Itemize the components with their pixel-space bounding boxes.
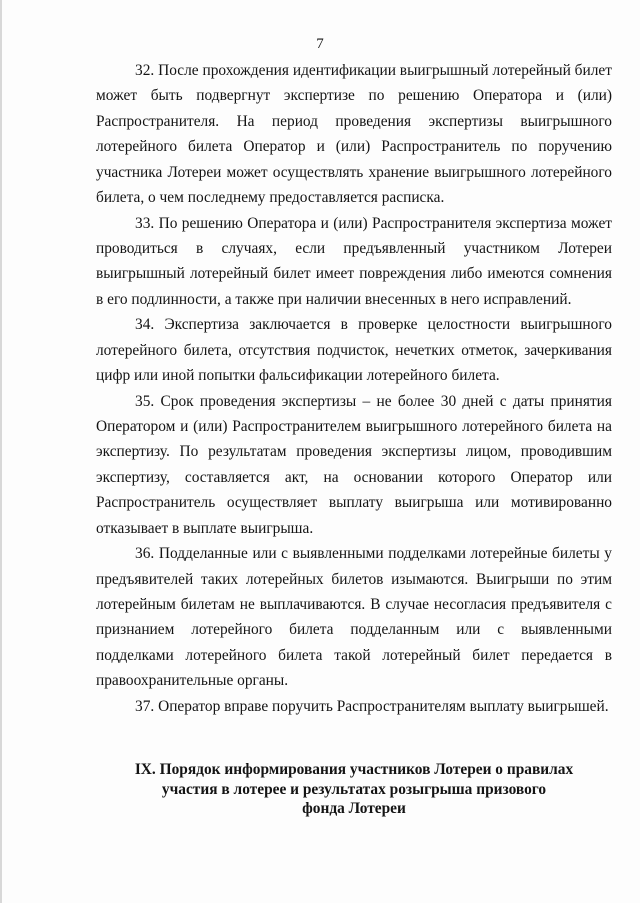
section-heading: [96, 760, 612, 819]
paragraph-36: 36. Подделанные или с выявленными подделками лотерейные билеты у предъявителей таких лотерейных билетов изымаются. Выигрыши по этим лотерейным билетам не выплачиваются. В случае несогласия предъявителя с признанием лотерейного билета подделанным или с выявленными подделками лотерейного билета такой лотерейный билет передается в правоохранительные органы.: [96, 545, 612, 690]
scan-edge: [0, 0, 2, 903]
paragraph-37: 37. Оператор вправе поручить Распространителям выплату выигрышей.: [135, 697, 609, 715]
paragraph-34: 34. Экспертиза заключается в проверке целостности выигрышного лотерейного билета, отсутствия подчисток, нечетких отметок, зачеркивания цифр или иной попытки фальсификации лотерейного билета.: [96, 316, 612, 385]
document-body: [96, 58, 612, 719]
section-heading-line-2: участия в лотерее и результатах розыгрыша призового: [161, 780, 547, 798]
page-number: 7: [316, 36, 324, 52]
paragraph-35: 35. Срок проведения экспертизы – не более 30 дней с даты принятия Оператором и (или) Распространителем выигрышного лотерейного билета на экспертизу. По результатам проведения экспертизы лицом, проводившим экспертизу, составляется акт, на основании которого Оператор или Распространитель осуществляет выплату выигрыша или мотивированно отказывает в выплате выигрыша.: [96, 392, 612, 537]
section-heading-line-3: фонда Лотереи: [302, 800, 406, 817]
paragraph-32: 32. После прохождения идентификации выигрышный лотерейный билет может быть подвергнут экспертизе по решению Оператора и (или) Распространителя. На период проведения экспертизы выигрышного лотерейного билета Оператор и (или) Распространитель по поручению участника Лотереи может осуществлять хранение выигрышного лотерейного билета, о чем последнему предоставляется расписка.: [96, 62, 612, 207]
section-heading-line-1: IX. Порядок информирования участников Лотереи о правилах: [134, 761, 574, 778]
paragraph-33: 33. По решению Оператора и (или) Распространителя экспертиза может проводиться в случаях, если предъявленный участником Лотереи выигрышный лотерейный билет имеет повреждения либо имеются сомнения в его подлинности, а также при наличии внесенных в него исправлений.: [96, 214, 612, 308]
